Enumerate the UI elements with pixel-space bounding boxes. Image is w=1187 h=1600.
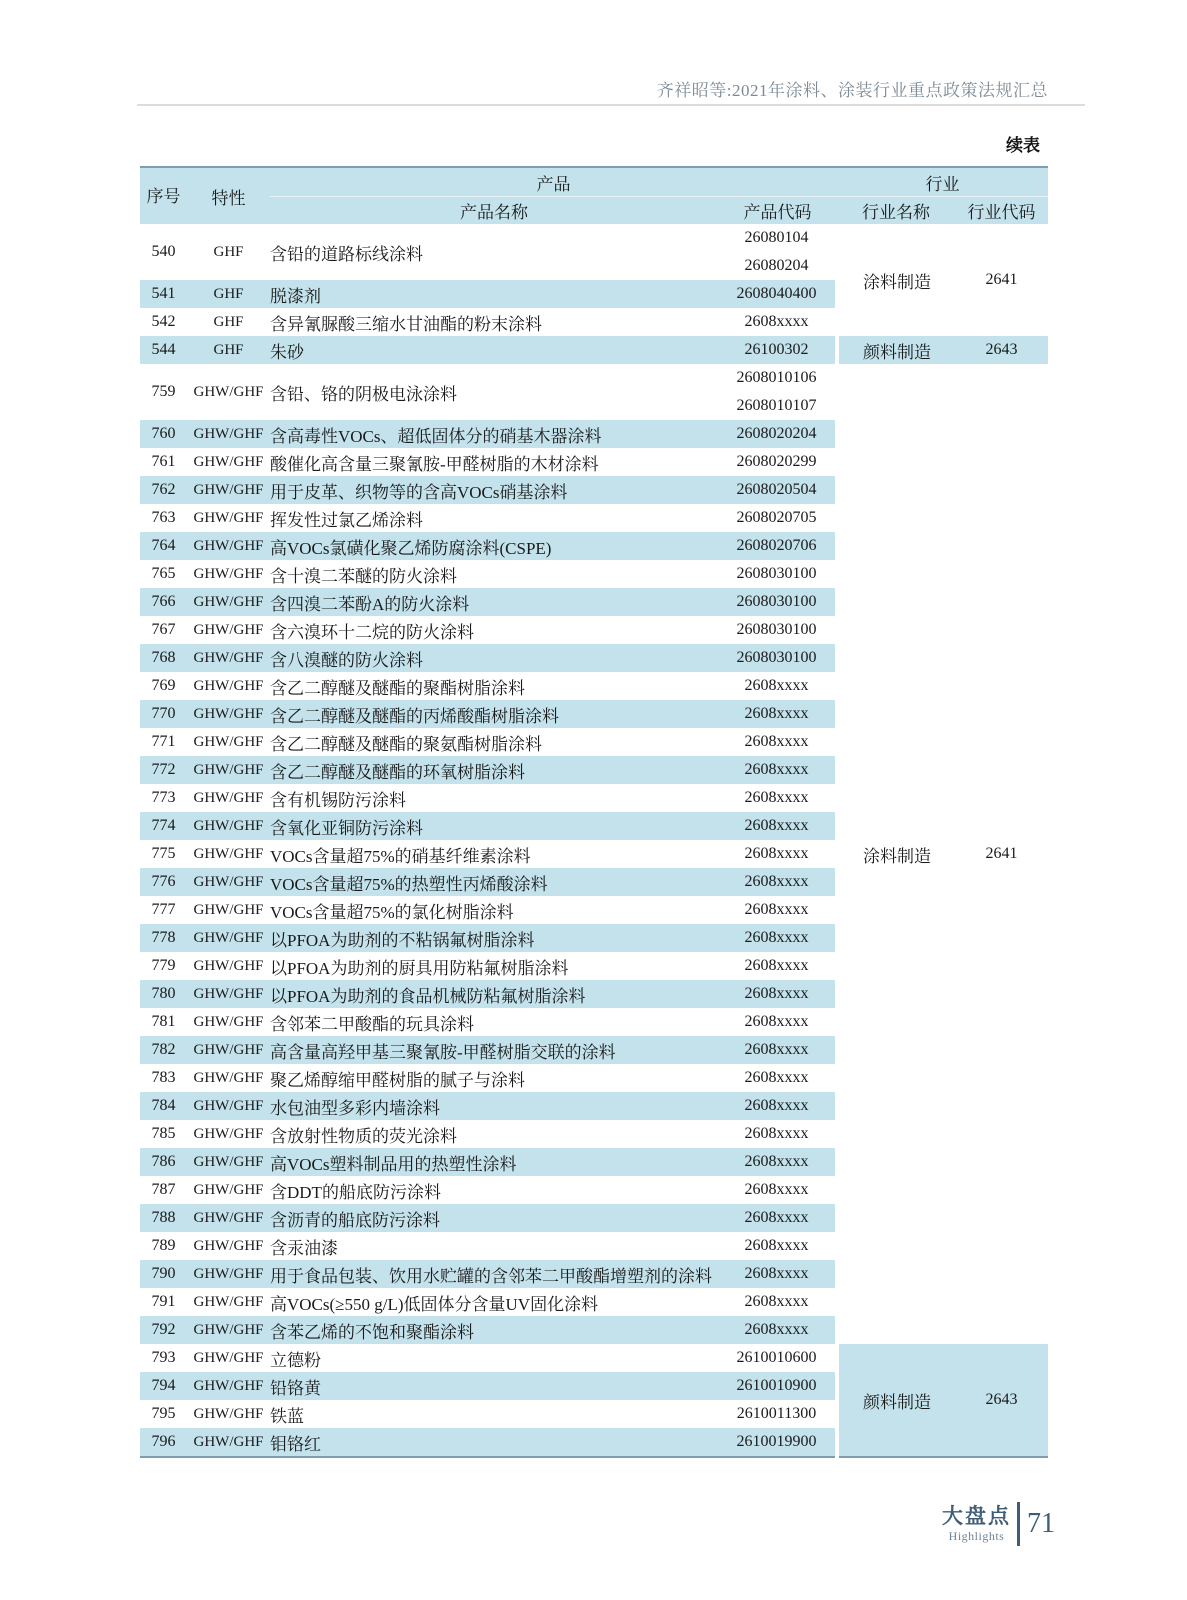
industry-code-cell: 2643 — [955, 336, 1048, 364]
row-product-name-cell: 高VOCs氯磺化聚乙烯防腐涂料(CSPE) — [270, 532, 718, 560]
row-trait-cell: GHF — [187, 336, 270, 364]
industry-name-cell: 涂料制造 — [837, 364, 955, 1344]
row-product-name-cell: 脱漆剂 — [270, 280, 718, 308]
row-product-code-cell — [718, 504, 837, 532]
row-number-cell: 783 — [151, 1069, 176, 1086]
row-product-name-cell: 铁蓝 — [270, 1406, 304, 1426]
row-product-name-cell: 含氧化亚铜防污涂料 — [270, 812, 718, 840]
product-code: 2608xxxx — [744, 901, 809, 918]
row-product-code-cell — [718, 448, 837, 476]
product-code: 2608xxxx — [744, 1209, 809, 1226]
row-trait-cell: GHW/GHF — [187, 644, 270, 672]
product-code: 2610011300 — [736, 1405, 817, 1422]
row-product-name-cell: 含十溴二苯醚的防火涂料 — [270, 566, 457, 586]
product-code: 26100302 — [744, 341, 809, 358]
row-product-code-cell — [718, 1288, 837, 1316]
row-number-cell: 762 — [140, 476, 187, 504]
row-product-code-cell — [718, 840, 837, 868]
header-product-group: 产品 — [270, 167, 837, 197]
row-product-code-cell — [718, 1316, 837, 1344]
footer-brand-block — [942, 1505, 1011, 1543]
row-product-name-cell: 立德粉 — [270, 1350, 321, 1370]
row-product-code-cell — [718, 532, 837, 560]
product-code: 2608030100 — [736, 565, 817, 582]
footer-divider — [1017, 1502, 1020, 1546]
row-product-code-cell — [718, 1232, 837, 1260]
row-product-name-cell: 含汞油漆 — [270, 1238, 338, 1258]
footer-brand: 大盘点 — [942, 1505, 1011, 1528]
product-code: 2608xxxx — [744, 1237, 809, 1254]
industry-name-cell: 颜料制造 — [837, 1344, 955, 1457]
row-product-name-cell: 用于皮革、织物等的含高VOCs硝基涂料 — [270, 476, 718, 504]
row-product-code-cell — [718, 868, 837, 896]
row-trait-cell: GHW/GHF — [187, 476, 270, 504]
product-code: 2608xxxx — [744, 1069, 809, 1086]
row-number-cell: 778 — [140, 924, 187, 952]
row-product-code-cell — [718, 616, 837, 644]
row-product-name-cell: 含乙二醇醚及醚酯的丙烯酸酯树脂涂料 — [270, 700, 718, 728]
row-number-cell: 782 — [140, 1036, 187, 1064]
product-code: 2608xxxx — [744, 873, 809, 890]
row-product-code-cell — [718, 336, 837, 364]
row-number-cell: 541 — [140, 280, 187, 308]
header-product-name: 产品名称 — [270, 197, 718, 225]
row-product-name-cell: 含八溴醚的防火涂料 — [270, 644, 718, 672]
product-code: 2608xxxx — [744, 761, 809, 778]
row-trait-cell: GHW/GHF — [187, 420, 270, 448]
row-product-name-cell: 含高毒性VOCs、超低固体分的硝基木器涂料 — [270, 420, 718, 448]
product-code: 2608xxxx — [744, 1265, 809, 1282]
row-number-cell: 775 — [151, 845, 176, 862]
row-product-code-cell — [718, 224, 837, 280]
row-product-code-cell — [718, 308, 837, 336]
row-trait-cell: GHW/GHF — [193, 1125, 264, 1142]
row-product-code-cell — [718, 896, 837, 924]
row-trait-cell: GHF — [213, 313, 244, 330]
row-product-name-cell: 含四溴二苯酚A的防火涂料 — [270, 588, 718, 616]
row-product-code-cell — [718, 1204, 837, 1232]
row-number-cell: 796 — [140, 1428, 187, 1457]
product-code: 2608xxxx — [744, 313, 809, 330]
row-number-cell: 773 — [151, 789, 176, 806]
footer-brand-sub: Highlights — [948, 1529, 1005, 1543]
row-product-code-cell — [718, 1260, 837, 1288]
product-code: 2608xxxx — [744, 929, 809, 946]
row-product-name-cell: 水包油型多彩内墙涂料 — [270, 1092, 718, 1120]
row-number-cell: 772 — [140, 756, 187, 784]
table-body — [140, 224, 1048, 1457]
industry-code-cell: 2641 — [985, 845, 1018, 862]
row-product-name-cell: 含乙二醇醚及醚酯的聚酯树脂涂料 — [270, 678, 525, 698]
row-trait-cell: GHW/GHF — [193, 733, 264, 750]
row-number-cell: 793 — [151, 1349, 176, 1366]
product-code: 2608020705 — [736, 509, 817, 526]
row-product-name-cell: 酸催化高含量三聚氰胺-甲醛树脂的木材涂料 — [270, 454, 599, 474]
row-product-name-cell: 含邻苯二甲酸酯的玩具涂料 — [270, 1014, 474, 1034]
row-trait-cell: GHW/GHF — [187, 1204, 270, 1232]
product-code: 2608030100 — [736, 649, 817, 666]
row-product-name-cell: 以PFOA为助剂的不粘锅氟树脂涂料 — [270, 924, 718, 952]
row-trait-cell: GHW/GHF — [187, 1036, 270, 1064]
row-number-cell: 787 — [151, 1181, 176, 1198]
row-trait-cell: GHW/GHF — [187, 812, 270, 840]
row-product-name-cell: 聚乙烯醇缩甲醛树脂的腻子与涂料 — [270, 1070, 525, 1090]
row-number-cell: 540 — [151, 243, 176, 260]
row-product-code-cell — [718, 812, 837, 840]
product-code: 2608020299 — [736, 453, 817, 470]
product-code: 2608030100 — [736, 621, 817, 638]
row-product-code-cell — [718, 1008, 837, 1036]
row-trait-cell: GHW/GHF — [193, 789, 264, 806]
product-code: 26080204 — [744, 257, 809, 274]
table-row — [140, 336, 1048, 364]
row-trait-cell: GHF — [187, 280, 270, 308]
policy-table — [140, 166, 1048, 1458]
row-trait-cell: GHW/GHF — [193, 621, 264, 638]
product-code: 2608xxxx — [744, 1041, 809, 1058]
row-product-name-cell: 含六溴环十二烷的防火涂料 — [270, 622, 474, 642]
product-code: 2610010600 — [736, 1349, 817, 1366]
row-product-name-cell: 含铅的道路标线涂料 — [270, 244, 423, 264]
row-number-cell: 768 — [140, 644, 187, 672]
row-number-cell: 769 — [151, 677, 176, 694]
product-code: 2608xxxx — [744, 1097, 809, 1114]
row-number-cell: 759 — [151, 383, 176, 400]
row-number-cell: 771 — [151, 733, 176, 750]
row-number-cell: 781 — [151, 1013, 176, 1030]
product-code: 2608xxxx — [744, 985, 809, 1002]
product-code: 2608xxxx — [744, 817, 809, 834]
row-number-cell: 766 — [140, 588, 187, 616]
product-code: 2608020204 — [736, 425, 817, 442]
industry-name-cell: 颜料制造 — [837, 336, 955, 364]
product-code: 2608xxxx — [744, 733, 809, 750]
row-product-name-cell: 挥发性过氯乙烯涂料 — [270, 510, 423, 530]
row-product-code-cell — [718, 784, 837, 812]
row-product-code-cell — [718, 1064, 837, 1092]
row-product-name-cell: VOCs含量超75%的硝基纤维素涂料 — [270, 846, 531, 866]
row-product-code-cell — [718, 476, 837, 504]
row-trait-cell: GHW/GHF — [187, 1148, 270, 1176]
row-number-cell: 776 — [140, 868, 187, 896]
row-number-cell: 763 — [151, 509, 176, 526]
row-product-name-cell: 含沥青的船底防污涂料 — [270, 1204, 718, 1232]
product-code: 2608xxxx — [744, 1153, 809, 1170]
row-number-cell: 780 — [140, 980, 187, 1008]
row-product-code-cell — [718, 1176, 837, 1204]
row-number-cell: 760 — [140, 420, 187, 448]
row-number-cell: 761 — [151, 453, 176, 470]
row-product-code-cell — [718, 980, 837, 1008]
row-number-cell: 786 — [140, 1148, 187, 1176]
row-trait-cell: GHW/GHF — [187, 700, 270, 728]
row-product-name-cell: 高含量高羟甲基三聚氰胺-甲醛树脂交联的涂料 — [270, 1036, 718, 1064]
row-trait-cell: GHW/GHF — [193, 1405, 264, 1422]
product-code: 2608010107 — [736, 397, 817, 414]
row-number-cell: 790 — [140, 1260, 187, 1288]
row-trait-cell: GHW/GHF — [193, 1237, 264, 1254]
product-code: 2610019900 — [736, 1433, 817, 1450]
product-code: 2608xxxx — [744, 1013, 809, 1030]
row-product-code-cell — [718, 924, 837, 952]
header-industry-name: 行业名称 — [837, 197, 955, 225]
product-code: 26080104 — [744, 229, 809, 246]
row-product-name-cell: 朱砂 — [270, 336, 718, 364]
product-code: 2608020504 — [736, 481, 817, 498]
row-number-cell: 792 — [140, 1316, 187, 1344]
row-number-cell: 770 — [140, 700, 187, 728]
row-trait-cell: GHW/GHF — [193, 383, 264, 400]
row-product-code-cell — [718, 1120, 837, 1148]
product-code: 2608xxxx — [744, 957, 809, 974]
row-product-name-cell: 以PFOA为助剂的厨具用防粘氟树脂涂料 — [270, 958, 569, 978]
row-product-code-cell — [718, 420, 837, 448]
industry-name-cell: 涂料制造 — [837, 224, 955, 336]
row-product-code-cell — [718, 560, 837, 588]
product-code: 2608xxxx — [744, 705, 809, 722]
row-trait-cell: GHW/GHF — [193, 565, 264, 582]
row-product-name-cell: 用于食品包装、饮用水贮罐的含邻苯二甲酸酯增塑剂的涂料 — [270, 1260, 718, 1288]
row-trait-cell: GHW/GHF — [187, 756, 270, 784]
product-code: 2608xxxx — [744, 789, 809, 806]
table-header-row-sub — [140, 197, 1048, 225]
table-row — [140, 364, 1048, 420]
row-product-code-cell — [718, 756, 837, 784]
row-trait-cell: GHW/GHF — [187, 1316, 270, 1344]
row-product-code-cell — [718, 952, 837, 980]
row-product-code-cell — [718, 1344, 837, 1372]
page-footer — [850, 1498, 1055, 1550]
product-code: 2608030100 — [736, 593, 817, 610]
row-product-name-cell: 含放射性物质的荧光涂料 — [270, 1126, 457, 1146]
row-product-name-cell: 以PFOA为助剂的食品机械防粘氟树脂涂料 — [270, 980, 718, 1008]
page-number: 71 — [1027, 1508, 1055, 1539]
product-code: 2608020706 — [736, 537, 817, 554]
row-trait-cell: GHW/GHF — [187, 1372, 270, 1400]
row-number-cell: 774 — [140, 812, 187, 840]
row-number-cell: 779 — [151, 957, 176, 974]
row-number-cell: 767 — [151, 621, 176, 638]
table-row — [140, 1344, 1048, 1372]
row-trait-cell: GHW/GHF — [193, 677, 264, 694]
row-product-name-cell: 含乙二醇醚及醚酯的聚氨酯树脂涂料 — [270, 734, 542, 754]
row-number-cell: 764 — [140, 532, 187, 560]
row-number-cell: 542 — [151, 313, 176, 330]
row-product-code-cell — [718, 1148, 837, 1176]
header-trait: 特性 — [187, 167, 270, 224]
row-trait-cell: GHW/GHF — [187, 1092, 270, 1120]
row-product-name-cell: 含DDT的船底防污涂料 — [270, 1182, 441, 1202]
row-product-code-cell — [718, 672, 837, 700]
product-code: 2608xxxx — [744, 1321, 809, 1338]
row-trait-cell: GHW/GHF — [193, 509, 264, 526]
row-number-cell: 765 — [151, 565, 176, 582]
row-product-code-cell — [718, 1400, 837, 1428]
row-trait-cell: GHF — [213, 243, 244, 260]
row-product-code-cell — [718, 1428, 837, 1457]
row-number-cell: 795 — [151, 1405, 176, 1422]
row-trait-cell: GHW/GHF — [193, 1013, 264, 1030]
product-code: 2608xxxx — [744, 1181, 809, 1198]
row-product-code-cell — [718, 364, 837, 420]
row-trait-cell: GHW/GHF — [193, 845, 264, 862]
row-product-code-cell — [718, 1092, 837, 1120]
row-product-name-cell: 含异氰脲酸三缩水甘油酯的粉末涂料 — [270, 314, 542, 334]
row-product-code-cell — [718, 644, 837, 672]
product-code: 2608040400 — [736, 285, 817, 302]
row-number-cell: 794 — [140, 1372, 187, 1400]
row-product-code-cell — [718, 1036, 837, 1064]
industry-code-cell: 2641 — [985, 271, 1018, 288]
header-industry-group: 行业 — [837, 167, 1048, 197]
running-head: 齐祥昭等:2021年涂料、涂装行业重点政策法规汇总 — [656, 81, 1048, 100]
row-trait-cell: GHW/GHF — [193, 1293, 264, 1310]
row-number-cell: 789 — [151, 1237, 176, 1254]
table-header-row-groups — [140, 167, 1048, 197]
row-trait-cell: GHW/GHF — [187, 868, 270, 896]
row-product-name-cell: 含苯乙烯的不饱和聚酯涂料 — [270, 1316, 718, 1344]
row-trait-cell: GHW/GHF — [193, 1349, 264, 1366]
row-trait-cell: GHW/GHF — [187, 980, 270, 1008]
table-row — [140, 224, 1048, 280]
row-product-name-cell: 钼铬红 — [270, 1428, 718, 1457]
row-product-code-cell — [718, 728, 837, 756]
product-code: 2608xxxx — [744, 677, 809, 694]
row-product-name-cell: 高VOCs(≥550 g/L)低固体分含量UV固化涂料 — [270, 1294, 599, 1314]
header-industry-code: 行业代码 — [955, 197, 1048, 225]
row-number-cell: 788 — [140, 1204, 187, 1232]
row-product-code-cell — [718, 700, 837, 728]
row-product-name-cell: 含乙二醇醚及醚酯的环氧树脂涂料 — [270, 756, 718, 784]
continuation-label: 续表 — [1006, 136, 1040, 155]
running-head-rule — [137, 104, 1085, 106]
row-trait-cell: GHW/GHF — [193, 1181, 264, 1198]
row-trait-cell: GHW/GHF — [193, 957, 264, 974]
product-code: 2608xxxx — [744, 1293, 809, 1310]
product-code: 2608010106 — [736, 369, 817, 386]
row-trait-cell: GHW/GHF — [193, 1069, 264, 1086]
row-number-cell: 544 — [140, 336, 187, 364]
row-product-code-cell — [718, 280, 837, 308]
row-trait-cell: GHW/GHF — [193, 453, 264, 470]
row-trait-cell: GHW/GHF — [187, 1260, 270, 1288]
product-code: 2608xxxx — [744, 845, 809, 862]
row-product-name-cell: 高VOCs塑料制品用的热塑性涂料 — [270, 1148, 718, 1176]
row-trait-cell: GHW/GHF — [187, 1428, 270, 1457]
row-trait-cell: GHW/GHF — [187, 924, 270, 952]
industry-code-cell: 2643 — [955, 1344, 1048, 1457]
header-seq-no: 序号 — [140, 167, 187, 224]
row-product-code-cell — [718, 1372, 837, 1400]
row-product-name-cell: VOCs含量超75%的热塑性丙烯酸涂料 — [270, 868, 718, 896]
row-product-name-cell: 含有机锡防污涂料 — [270, 790, 406, 810]
row-number-cell: 784 — [140, 1092, 187, 1120]
product-code: 2608xxxx — [744, 1125, 809, 1142]
row-trait-cell: GHW/GHF — [187, 532, 270, 560]
row-number-cell: 791 — [151, 1293, 176, 1310]
row-product-name-cell: 含铅、铬的阴极电泳涂料 — [270, 384, 457, 404]
table-header — [140, 167, 1048, 224]
row-trait-cell: GHW/GHF — [187, 588, 270, 616]
product-code: 2610010900 — [736, 1377, 817, 1394]
row-product-name-cell: VOCs含量超75%的氯化树脂涂料 — [270, 902, 514, 922]
row-trait-cell: GHW/GHF — [193, 901, 264, 918]
row-product-code-cell — [718, 588, 837, 616]
header-product-code: 产品代码 — [718, 197, 837, 225]
row-number-cell: 777 — [151, 901, 176, 918]
row-number-cell: 785 — [151, 1125, 176, 1142]
row-product-name-cell: 铅铬黄 — [270, 1372, 718, 1400]
